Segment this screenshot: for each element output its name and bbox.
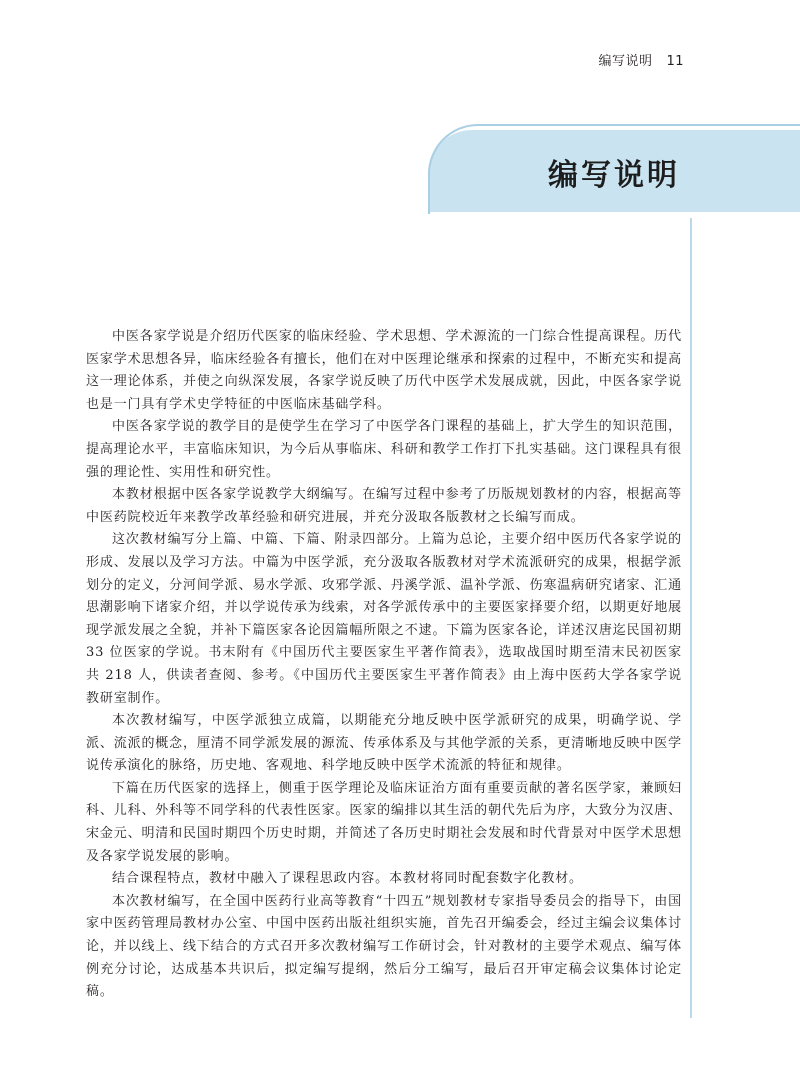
paragraph: 结合课程特点，教材中融入了课程思政内容。本教材将同时配套数字化教材。 <box>112 871 583 887</box>
running-header <box>598 50 684 69</box>
body-text <box>86 326 682 1004</box>
chapter-title: 编写说明 <box>548 158 680 193</box>
paragraph: 本教材根据中医各家学说教学大纲编写。在编写过程中参考了历版规划教材的内容，根据高等中医药院校近年来教学改革经验和研究进展，并充分汲取各版教材之长编写而成。 <box>86 487 682 525</box>
paragraph: 这次教材编写分上篇、中篇、下篇、附录四部分。上篇为总论，主要介绍中医历代各家学说的形成、发展以及学习方法。中篇为中医学派，充分汲取各版教材对学术流派研究的成果，根据学派划分的定义，分河间学派、易水学派、攻邪学派、丹溪学派、温补学派、伤寒温病研究诸家、汇通思潮影响下诸家介绍，并以学说传承为线索，对各学派传承中的主要医家择要介绍，以期更好地展现学派发展之全貌，并补下篇医家各论因篇幅所限之不逮。下篇为医家各论，详述汉唐迄民国初期 33 位医家的学说。书末附有《中国历代主要医家生平著作简表》，选取战国时期至清末民初医家共 218 人，供读者查阅、参考。《中国历代主要医家生平著作简表》由上海中医药大学各家学说教研室制作。 <box>86 532 682 706</box>
paragraph: 下篇在历代医家的选择上，侧重于医学理论及临床证治方面有重要贡献的著名医学家，兼顾妇科、儿科、外科等不同学科的代表性医家。医家的编排以其生活的朝代先后为序，大致分为汉唐、宋金元、明清和民国时期四个历史时期，并简述了各历史时期社会发展和时代背景对中医学术思想及各家学说发展的影响。 <box>86 780 682 864</box>
page-number: 11 <box>666 54 684 69</box>
running-header-section: 编写说明 <box>598 54 653 69</box>
paragraph: 中医各家学说是介绍历代医家的临床经验、学术思想、学术源流的一门综合性提高课程。历代医家学术思想各异，临床经验各有擅长，他们在对中医理论继承和探索的过程中，不断充实和提高这一理论体系，并使之向纵深发展，各家学说反映了历代中医学术发展成就，因此，中医各家学说也是一门具有学术史学特征的中医临床基础学科。 <box>86 329 682 412</box>
paragraph: 本次教材编写，中医学派独立成篇，以期能充分地反映中医学派研究的成果，明确学说、学派、流派的概念，厘清不同学派发展的源流、传承体系及与其他学派的关系，更清晰地反映中医学说传承演化的脉络，历史地、客观地、科学地反映中医学术流派的特征和规律。 <box>86 713 682 774</box>
title-banner <box>428 130 800 212</box>
margin-rule <box>690 218 692 1018</box>
paragraph: 本次教材编写，在全国中医药行业高等教育“十四五”规划教材专家指导委员会的指导下，由国家中医药管理局教材办公室、中国中医药出版社组织实施，首先召开编委会，经过主编会议集体讨论，并以线上、线下结合的方式召开多次教材编写工作研讨会，针对教材的主要学术观点、编写体例充分讨论，达成基本共识后，拟定编写提纲，然后分工编写，最后召开审定稿会议集体讨论定稿。 <box>86 893 682 1000</box>
paragraph: 中医各家学说的教学目的是使学生在学习了中医学各门课程的基础上，扩大学生的知识范围，提高理论水平，丰富临床知识，为今后从事临床、科研和教学工作打下扎实基础。这门课程具有很强的理论性、实用性和研究性。 <box>86 419 682 480</box>
